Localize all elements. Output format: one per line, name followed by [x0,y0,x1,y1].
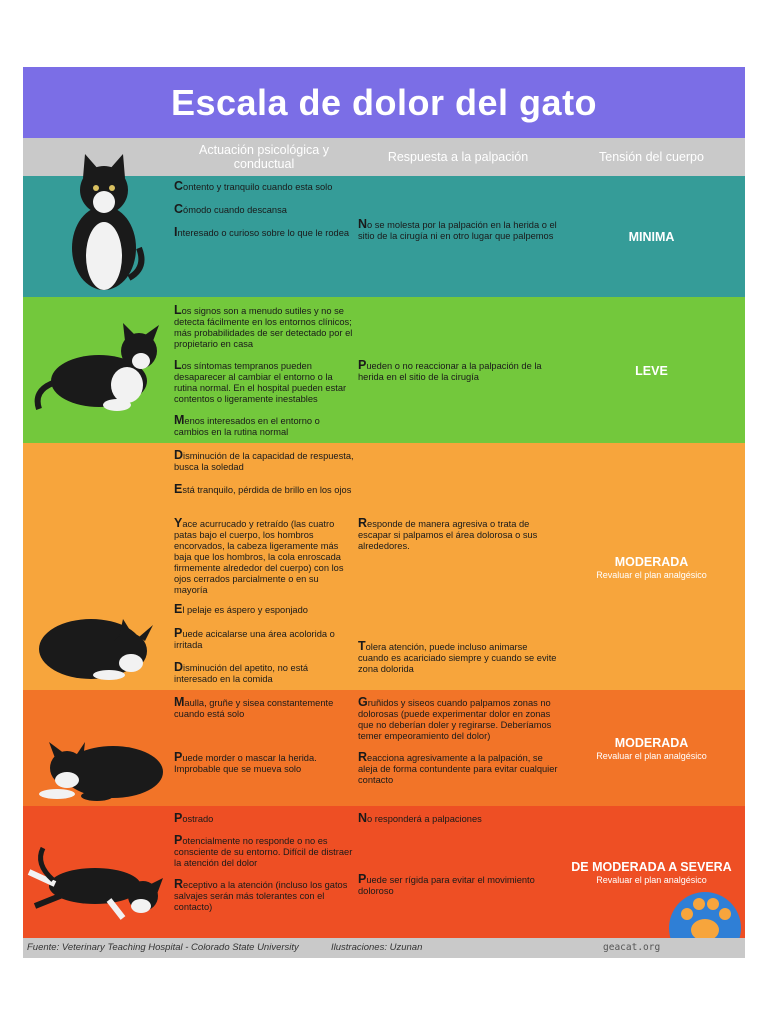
tension-level [558,364,745,378]
footer [23,938,745,958]
behavior-text: Puede acicalarse una área acolorida o irritada [174,626,335,650]
band-minima [23,176,745,297]
palpation-text: No se molesta por la palpación en la herida o el sitio de la cirugía ni en otro lugar que palpemos [358,217,557,241]
palpation-text: Gruñidos y siseos cuando palpamos zonas no dolorosas (puede experimentar dolor en zonas que no deberían doler y regirarse. Deberíamos temer empeoramiento del dolor) [358,695,552,741]
behavior-text: Menos interesados en el entorno o cambios en la rutina normal [174,413,320,437]
tension-level-label: MODERADA [614,736,689,750]
band-moderada-2 [23,690,745,806]
behavior-text: Cómodo cuando descansa [174,202,287,216]
tension-level-label: MODERADA [614,555,689,569]
behavior-text: El pelaje es áspero y esponjado [174,602,308,616]
palpation-text: Reacciona agresivamente a la palpación, se aleja de forma contundente para evitar cualquier contacto [358,750,558,785]
behavior-text: Está tranquilo, pérdida de brillo en los ojos [174,482,352,496]
behavior-text: Puede morder o mascar la herida. Improbable que se mueva solo [174,750,317,774]
behavior-text: Disminución de la capacidad de respuesta, busca la soledad [174,448,354,472]
behavior-text: Los síntomas tempranos pueden desaparecer al cambiar el entorno o la rutina normal. En el hospital pueden estar contentos o ligeramente inestables [174,358,347,404]
tension-level [558,555,745,580]
tension-level [558,860,745,885]
pain-scale-poster [23,67,745,958]
tension-level-note: Revaluar el plan analgésico [596,570,707,580]
band-leve [23,297,745,443]
header-tension: Tensión del cuerpo [599,150,704,164]
source-credit: Fuente: Veterinary Teaching Hospital - Colorado State University [27,942,299,953]
paw-print-logo [665,888,743,944]
behavior-text: Receptivo a la atención (incluso los gatos salvajes serán más tolerantes con el contacto) [174,877,348,912]
page-title: Escala de dolor del gato [170,81,598,123]
band-moderada-severa [23,806,745,938]
tension-level [558,230,745,244]
illustration-credit: Ilustraciones: Uzunan [331,942,423,953]
behavior-text: Potencialmente no responde o no es consciente de su entorno. Difícil de distraer la atención del dolor [174,833,353,868]
hunched-cat-icon [27,740,167,806]
behavior-text: Interesado o curioso sobre lo que le rodea [174,225,350,239]
tension-level [558,736,745,761]
tension-level-label: DE MODERADA A SEVERA [571,860,732,874]
behavior-text: Disminución del apetito, no está interesado en la comida [174,660,309,684]
tension-level-label: MINIMA [628,230,675,244]
tension-level-note: Revaluar el plan analgésico [596,875,707,885]
palpation-text: Responde de manera agresiva o trata de escapar si palpamos el área dolorosa o sus alrededores. [358,516,538,551]
header-palpation: Respuesta a la palpación [387,150,529,164]
lying-cat-icon [29,321,169,421]
band-moderada [23,443,745,690]
prostrate-cat-icon [25,844,165,924]
site-credit: geacat.org [603,942,661,953]
curled-cat-icon [31,605,161,685]
behavior-text: Los signos son a menudo sutiles y no se detecta fácilmente en los entornos clínicos; más probabilidades de ser detectado por el propietario en casa [174,303,353,349]
palpation-text: Pueden o no reaccionar a la palpación de la herida en el sitio de la cirugía [358,358,542,382]
palpation-text: Tolera atención, puede incluso animarse cuando es acariciado siempre y cuando se evite zona dolorida [358,639,557,674]
behavior-text: Maulla, gruñe y sisea constantemente cuando está solo [174,695,334,719]
tension-level-label: LEVE [635,364,668,378]
sitting-cat-icon [59,148,149,293]
palpation-text: No responderá a palpaciones [358,811,482,825]
tension-level-note: Revaluar el plan analgésico [596,751,707,761]
behavior-text: Yace acurrucado y retraído (las cuatro patas bajo el cuerpo, los hombros encorvados, la cabeza ligeramente más baja que los hombros, la cola enroscada firmemente alrededor del cuerpo) con los ojos cerrados parcialmente o en su mayoría [174,516,344,595]
title-bar [23,67,745,138]
behavior-text: Contento y tranquilo cuando esta solo [174,179,333,193]
header-behavior: Actuación psicológica y conductual [199,143,329,171]
behavior-text: Postrado [174,811,214,825]
palpation-text: Puede ser rígida para evitar el movimiento doloroso [358,872,535,896]
